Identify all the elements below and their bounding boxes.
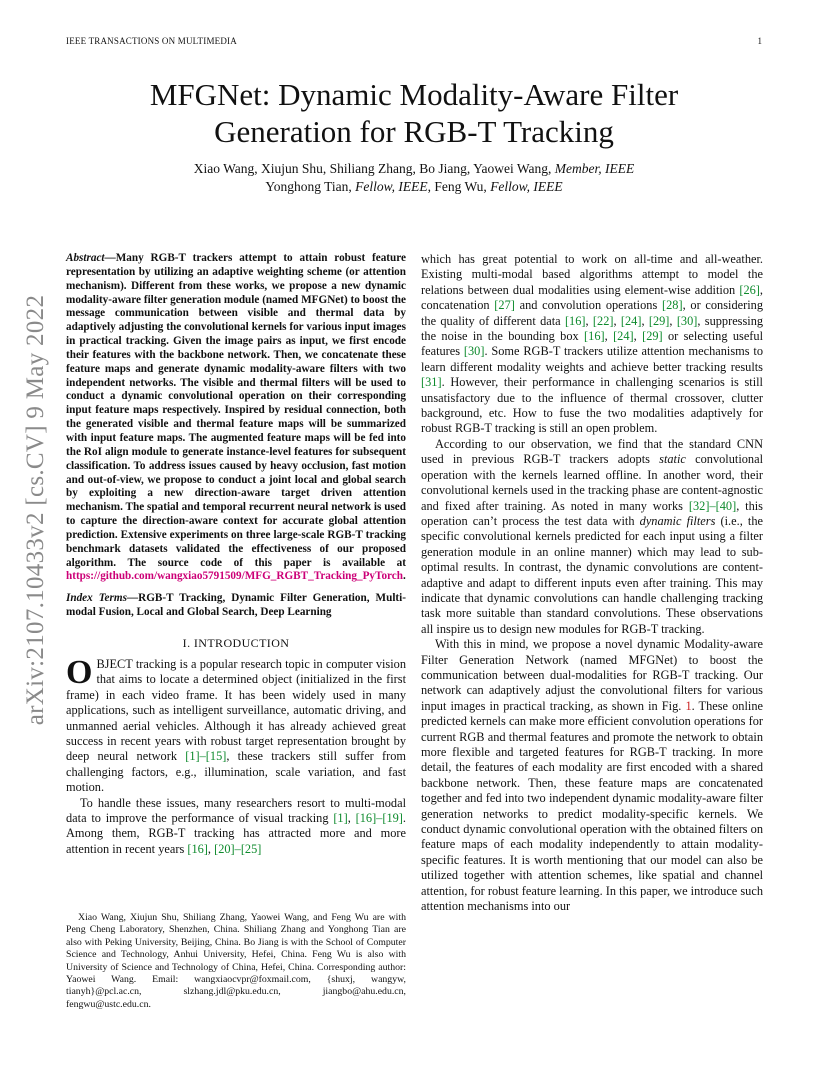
right-paragraph-2 bbox=[421, 437, 763, 637]
section-heading-introduction: I. INTRODUCTION bbox=[182, 635, 290, 650]
r-p3-a: With this in mind, we propose a novel dynamic Modality-aware Filter Generation Network (named MFGNet) to boost the communication between dual-modalities for RGB-T tracking. Our network can adaptively adjust the convolutional filters for various input images in practical tracking, as shown in Fig. bbox=[421, 637, 763, 713]
r-p1-c: and convolution operations bbox=[514, 298, 662, 313]
abstract bbox=[66, 252, 406, 584]
right-paragraph-1 bbox=[421, 252, 763, 437]
arxiv-stamp-text: arXiv:2107.10433v2 [cs.CV] 9 May 2022 bbox=[22, 294, 49, 726]
intro-p1-text: BJECT tracking is a popular research topic in computer vision that aims to locate a determined object (initialized in the first frame) in each video frame. It has been widely used in many applications, such as intelligent surveillance, automatic driving, and unmanned aerial vehicles. Although it has already achieved great success in recent years with robust target representation brought by deep neural network bbox=[66, 656, 406, 764]
intro-p2-text-a: To handle these issues, many researchers resort to multi-modal data to improve the performance of visual tracking bbox=[66, 795, 406, 825]
r-p1-b: , concatenation bbox=[421, 282, 763, 313]
author-list bbox=[66, 160, 762, 196]
citation[interactable]: [24] bbox=[613, 329, 634, 344]
citation[interactable]: [16]–[19] bbox=[355, 811, 403, 825]
r-p1-e: , bbox=[585, 313, 593, 328]
index-terms bbox=[66, 592, 406, 620]
intro-p2-text-b: , bbox=[347, 811, 356, 825]
citation[interactable]: [16] bbox=[187, 841, 208, 856]
authors-names-2b: , Feng Wu, bbox=[427, 179, 491, 194]
citation[interactable]: [30] bbox=[463, 344, 485, 359]
intro-paragraph-2 bbox=[66, 796, 406, 858]
citation[interactable]: [16] bbox=[564, 313, 586, 328]
citation[interactable]: [1] bbox=[333, 811, 348, 825]
author-line-1 bbox=[66, 160, 762, 178]
author-membership: Member, IEEE bbox=[554, 161, 635, 176]
arxiv-stamp bbox=[22, 250, 50, 770]
citation[interactable]: [26] bbox=[739, 282, 760, 297]
r-p1-g: , bbox=[641, 313, 649, 328]
r-p2-em-dynamic: dynamic filters bbox=[639, 513, 716, 528]
running-head: IEEE TRANSACTIONS ON MULTIMEDIA bbox=[66, 36, 237, 46]
author-footnote: Xiao Wang, Xiujun Shu, Shiliang Zhang, Yaowei Wang, and Feng Wu are with Peng Cheng Laboratory, Shenzhen, China. Shiliang Zhang and Yonghong Tian are also with Peking University, Beijing, China. Bo Jiang is with the School of Computer Science and Technology, Anhui University, Hefei, China. Feng Wu is also with University of Science and Technology of China, Hefei, China. Corresponding author: Yaowei Wang. Email: wangxiaocvpr@foxmail.com, {shuxj, wangyw, tianyh}@pcl.ac.cn, slzhang.jdl@pku.edu.cn, jiangbo@ahu.edu.cn, fengwu@ustc.edu.cn. bbox=[66, 912, 406, 1010]
intro-paragraph-1 bbox=[66, 653, 406, 796]
citation[interactable]: [29] bbox=[642, 329, 663, 344]
page-number: 1 bbox=[757, 36, 762, 46]
intro-p2-text-c: . Among them, RGB-T tracking has attracted more and more attention in recent years bbox=[66, 811, 407, 856]
r-p2-b: convolutional operation with the kernels learned offline. In another word, their convolutional kernels used in the tracking phase are content-agnostic and fixed after training. As noted in many works bbox=[421, 452, 764, 513]
citation[interactable]: [24] bbox=[620, 313, 642, 328]
author-line-2 bbox=[66, 178, 762, 196]
index-terms-label: Index Terms bbox=[66, 592, 127, 605]
citation[interactable]: [31] bbox=[421, 375, 442, 390]
right-column bbox=[421, 252, 763, 914]
author-fellow-2: Fellow, IEEE bbox=[490, 179, 563, 194]
intro-p1-end: , these trackers still suffer from challenging factors, e.g., illumination, scale variation, and fast motion. bbox=[66, 749, 406, 795]
citation[interactable]: [30] bbox=[676, 313, 698, 328]
r-p1-f: , bbox=[613, 313, 621, 328]
r-p1-i: , suppressing the noise in the bounding box bbox=[421, 313, 764, 344]
r-p1-j: , bbox=[604, 329, 614, 344]
citation[interactable]: [28] bbox=[662, 298, 683, 313]
drop-cap: O bbox=[66, 653, 93, 691]
authors-names-2a: Yonghong Tian, bbox=[265, 179, 356, 194]
intro-p2-text-d: , bbox=[207, 841, 215, 856]
r-p2-c: , this operation can’t process the test data with bbox=[421, 498, 763, 528]
r-p1-l: or selecting useful features bbox=[421, 329, 764, 359]
r-p1-m: . Some RGB-T trackers utilize attention mechanisms to learn different modality weights and achieve better tracking results bbox=[421, 344, 763, 374]
r-p1-h: , bbox=[669, 313, 677, 328]
citation[interactable]: [16] bbox=[584, 329, 605, 344]
citation[interactable]: [20]–[25] bbox=[214, 841, 262, 856]
r-p1-n: . However, their performance in challenging scenarios is still unsatisfactory due to the influence of thermal crossover, clutter background, etc. How to fuse the two modalities adaptively for robust RGB-T tracking is still an open problem. bbox=[421, 375, 763, 436]
paper-title bbox=[66, 76, 762, 150]
citation[interactable]: [32]–[40] bbox=[688, 498, 737, 513]
citation[interactable]: [29] bbox=[648, 313, 670, 328]
code-link[interactable]: https://github.com/wangxiao5791509/MFG_RGBT_Tracking_PyTorch bbox=[66, 570, 403, 583]
citation[interactable]: [27] bbox=[494, 298, 515, 313]
r-p1-d: , or considering the quality of different data bbox=[421, 298, 763, 328]
citation[interactable]: [1]–[15] bbox=[185, 749, 227, 764]
r-p2-a: According to our observation, we find that the standard CNN used in previous RGB-T trackers adopts bbox=[421, 436, 763, 467]
r-p1-k: , bbox=[633, 329, 643, 344]
left-column bbox=[66, 252, 406, 857]
index-terms-text: —RGB-T Tracking, Dynamic Filter Generation, Multi-modal Fusion, Local and Global Search, Deep Learning bbox=[66, 592, 406, 619]
author-fellow-1: Fellow, IEEE bbox=[355, 179, 428, 194]
r-p3-b: . These online predicted kernels can make more efficient convolution operations for current RGB and thermal features and promote the network to obtain more flexible and targeted features for RGB-T tracking. In more detail, the features of each modality are first encoded with a shared backbone network. Then, these feature maps are concatenated together and fed into two independent dynamic modality-aware filter generation networks to predict modality-specific kernels. We conduct dynamic convolutional operation with the obtained filters on feature maps of each modality independently to attain modality-specific features. It is worth mentioning that our model can also be utilized together with attention schemes, like spatial and channel attention, for robust feature learning. In this paper, we introduce such attention mechanisms into our bbox=[421, 698, 763, 914]
authors-names-1: Xiao Wang, Xiujun Shu, Shiliang Zhang, Bo Jiang, Yaowei Wang, bbox=[193, 161, 555, 176]
right-paragraph-3 bbox=[421, 637, 763, 914]
title-line-2: Generation for RGB-T Tracking bbox=[214, 114, 614, 149]
citation[interactable]: [22] bbox=[592, 313, 614, 328]
figure-reference[interactable]: 1 bbox=[685, 698, 692, 713]
title-line-1: MFGNet: Dynamic Modality-Aware Filter bbox=[149, 77, 679, 112]
abstract-text: —Many RGB-T trackers attempt to attain robust feature representation by utilizing an adaptive weighting scheme (or attention mechanism). Different from these works, we propose a new dynamic modality-aware filter generation module (named MFGNet) to boost the message communication between visible and thermal data by adaptively adjusting the convolutional kernels for various input images in practical tracking. Given the image pairs as input, we first encode their features with the backbone network. Then, we concatenate these feature maps and generate dynamic modality-aware filters with two independent networks. The visible and thermal filters will be used to conduct a dynamic convolutional operation on their corresponding input feature maps respectively. Inspired by residual connection, both the generated visible and thermal feature maps will be summarized with input feature maps. The augmented feature maps will be fed into the RoI align module to generate instance-level features for subsequent classification. To address issues caused by heavy occlusion, fast motion and out-of-view, we propose to conduct a joint local and global search by exploiting a new direction-aware target driven attention mechanism. The spatial and temporal recurrent neural network is used to capture the direction-aware context for accurate global attention prediction. Extensive experiments on three large-scale RGB-T tracking benchmark datasets validated the effectiveness of our proposed algorithm. The source code of this paper is available at bbox=[66, 252, 406, 569]
abstract-label: Abstract bbox=[66, 252, 105, 264]
r-p2-em-static: static bbox=[659, 452, 686, 467]
r-p1-a: which has great potential to work on all-time and all-weather. Existing multi-modal based algorithms attempt to model the relations between dual modalities using element-wise addition bbox=[421, 252, 763, 297]
r-p2-d: (i.e., the specific convolutional kernels predicted for each input using a filter generation module in an online manner) which may lead to sub-optimal results. In contrast, the dynamic convolutions are content-adaptive and adapt to different inputs even after training. This may indicate that dynamic convolutions can handle challenging tracking task more suitable than standard convolutions. These observations all inspire us to design new modules for RGB-T tracking. bbox=[421, 513, 763, 636]
abstract-end: . bbox=[403, 570, 406, 583]
